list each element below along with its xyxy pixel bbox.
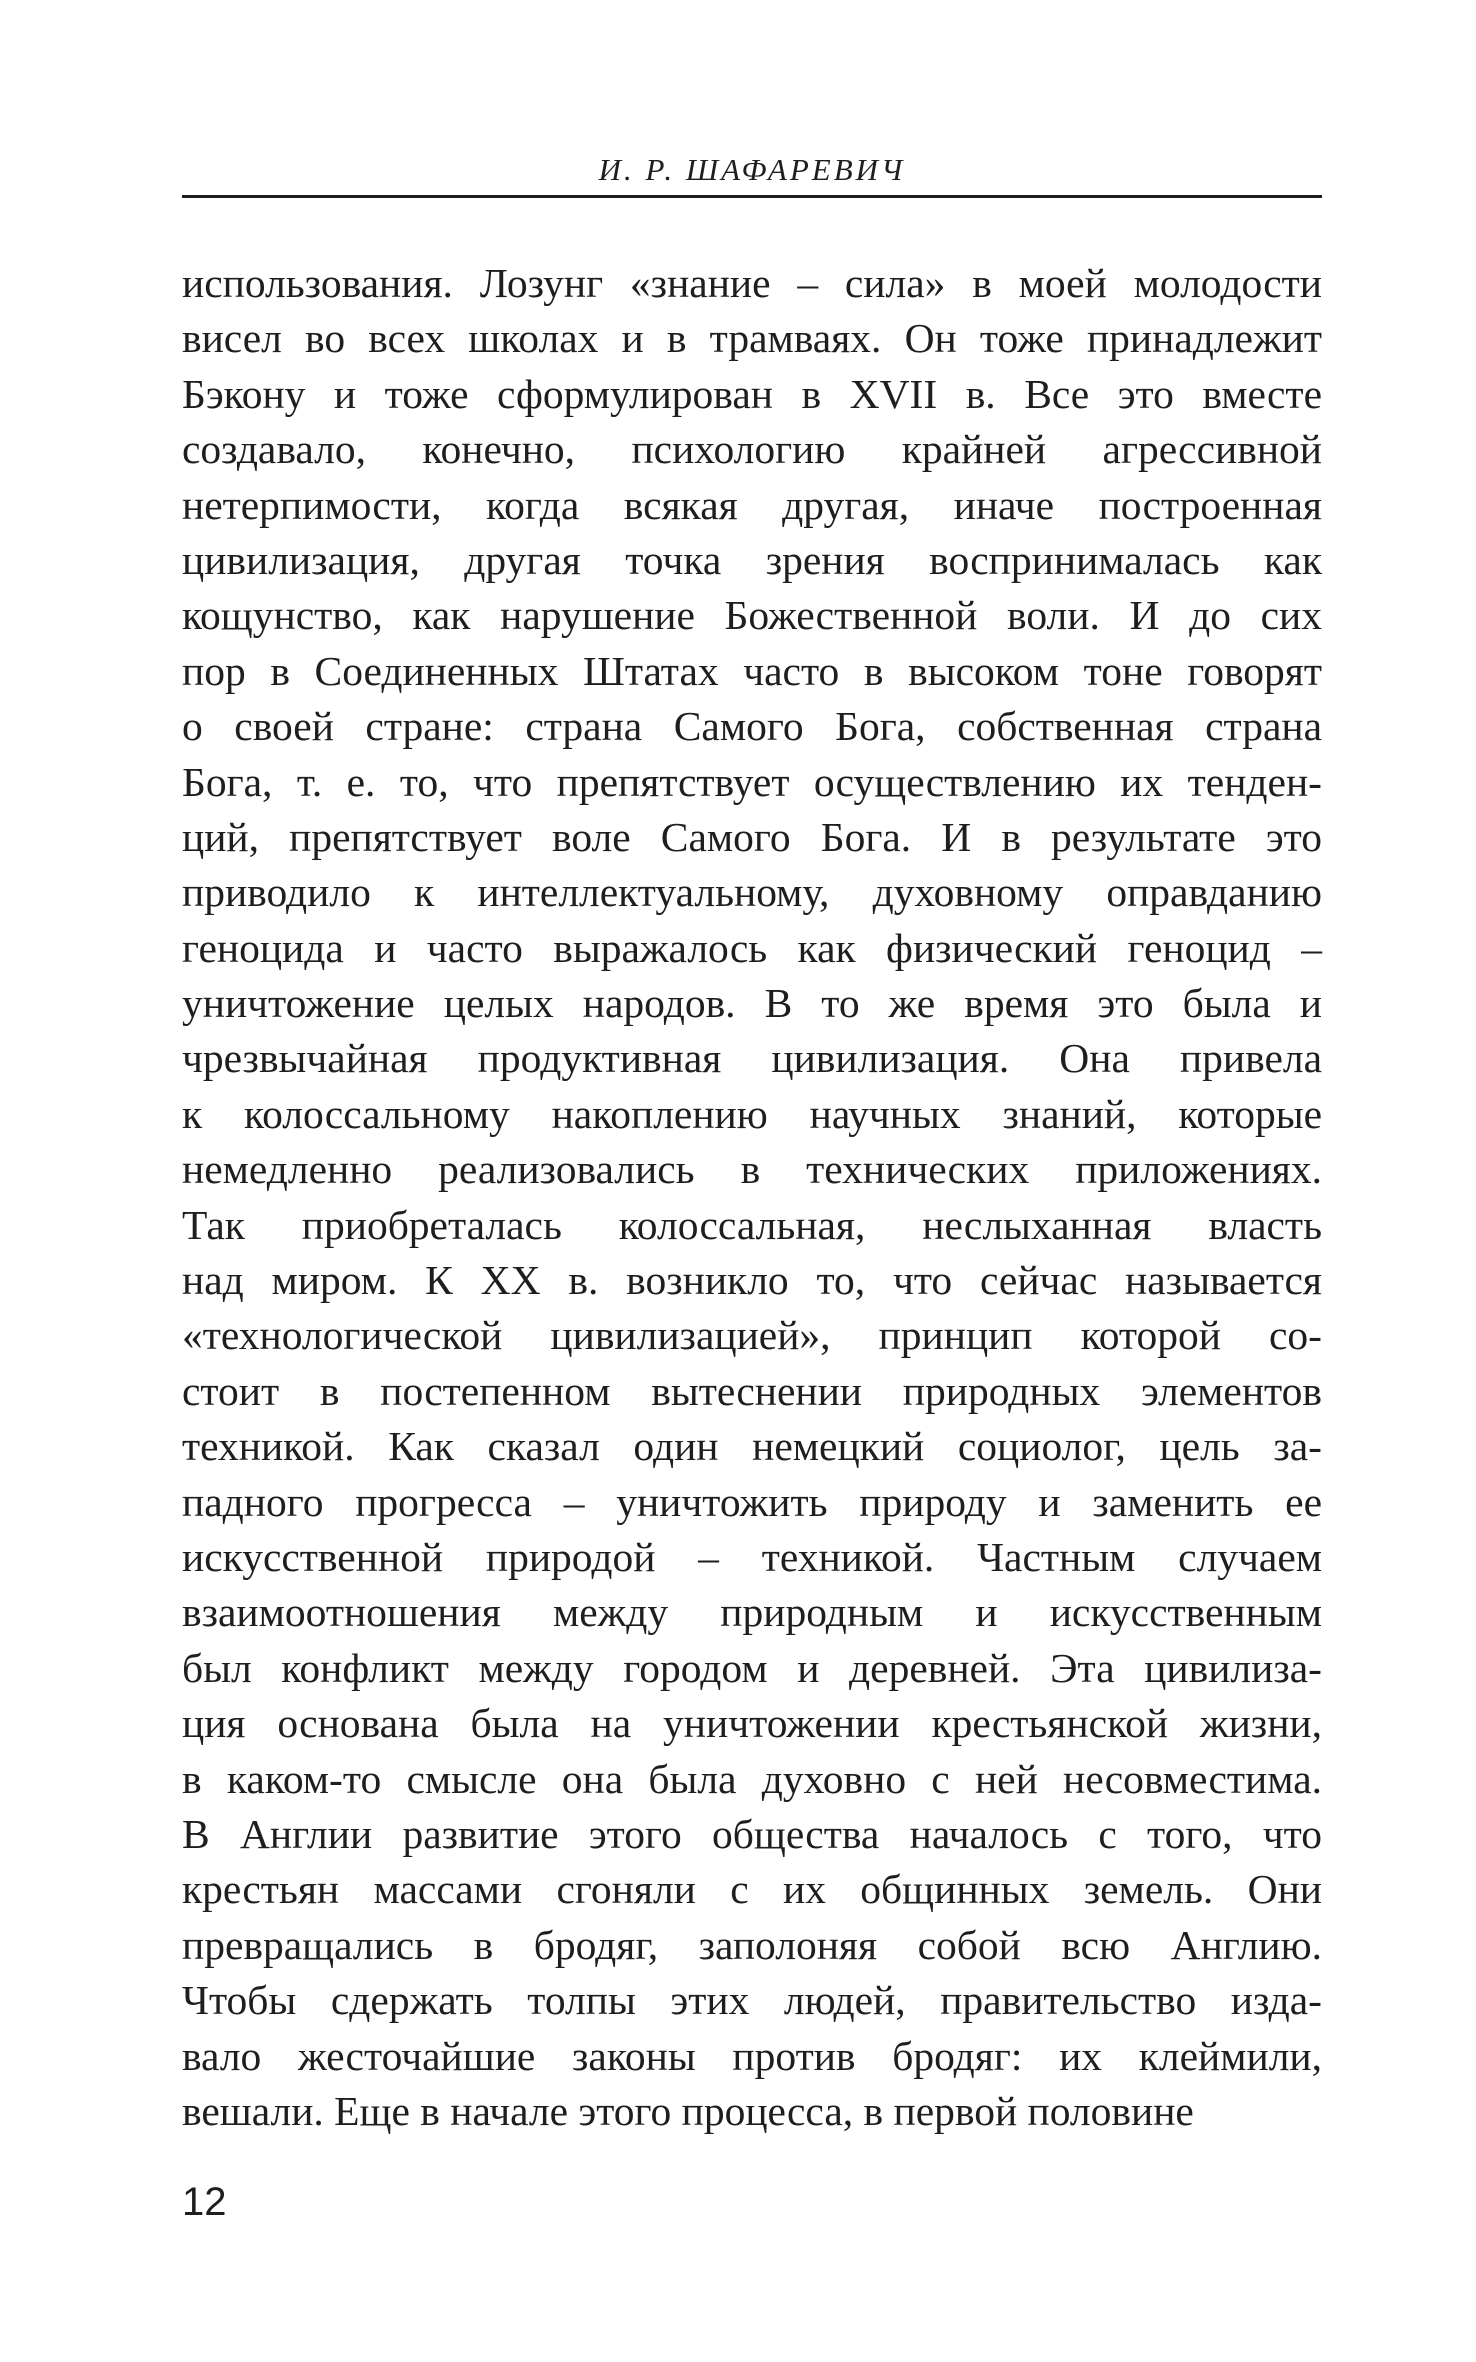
text-line: Так приобреталась колоссальная, неслыханная власть [182, 1201, 1322, 1248]
text-line: Чтобы сдержать толпы этих людей, правительство изда- [182, 1977, 1322, 2024]
text-line: ция основана была на уничтожении крестьянской жизни, [182, 1700, 1322, 1747]
text-line: «технологической цивилизацией», принцип которой со- [182, 1312, 1322, 1359]
running-header: И. Р. ШАФАРЕВИЧ [598, 152, 906, 187]
text-line: кощунство, как нарушение Божественной воли. И до сих [182, 592, 1322, 639]
text-line: нетерпимости, когда всякая другая, иначе построенная [182, 481, 1322, 528]
text-line: пор в Соединенных Штатах часто в высоком тоне говорят [182, 647, 1322, 694]
text-line: техникой. Как сказал один немецкий социолог, цель за- [182, 1423, 1322, 1470]
text-line: искусственной природой – техникой. Частным случаем [182, 1533, 1322, 1580]
text-line: был конфликт между городом и деревней. Эта цивилиза- [182, 1644, 1322, 1691]
text-line: над миром. К XX в. возникло то, что сейчас называется [182, 1257, 1322, 1304]
text-line: цивилизация, другая точка зрения воспринималась как [182, 536, 1322, 583]
text-line: вешали. Еще в начале этого процесса, в первой половине [182, 2087, 1194, 2134]
text-line: крестьян массами сгоняли с их общинных земель. Они [182, 1866, 1322, 1913]
text-line: создавало, конечно, психологию крайней агрессивной [182, 426, 1322, 473]
text-line: взаимоотношения между природным и искусственным [182, 1589, 1322, 1636]
page-number: 12 [182, 2180, 227, 2224]
body-text [182, 256, 1322, 2139]
header-rule [182, 195, 1322, 198]
text-line: В Англии развитие этого общества началось с того, что [182, 1810, 1322, 1857]
text-line: к колоссальному накоплению научных знаний, которые [182, 1090, 1322, 1137]
text-line: приводило к интеллектуальному, духовному оправданию [182, 869, 1322, 916]
text-line: в каком-то смысле она была духовно с ней несовместима. [182, 1755, 1322, 1802]
text-line: использования. Лозунг «знание – сила» в моей молодости [182, 260, 1322, 306]
text-line: Бога, т. е. то, что препятствует осуществлению их тенден- [182, 758, 1322, 805]
text-line: превращались в бродяг, заполоняя собой всю Англию. [182, 1921, 1322, 1968]
text-line: падного прогресса – уничтожить природу и заменить ее [182, 1478, 1322, 1525]
text-line: ций, препятствует воле Самого Бога. И в результате это [182, 813, 1322, 860]
text-line: уничтожение целых народов. В то же время это была и [182, 980, 1322, 1027]
text-line: висел во всех школах и в трамваях. Он тоже принадлежит [182, 315, 1322, 362]
text-line: геноцида и часто выражалось как физический геноцид – [182, 924, 1322, 971]
text-line: немедленно реализовались в технических приложениях. [182, 1146, 1322, 1193]
text-line: стоит в постепенном вытеснении природных элементов [182, 1367, 1322, 1414]
text-line: Бэкону и тоже сформулирован в XVII в. Все это вместе [182, 370, 1322, 417]
text-line: чрезвычайная продуктивная цивилизация. Она привела [182, 1035, 1322, 1082]
text-line: о своей стране: страна Самого Бога, собственная страна [182, 703, 1322, 750]
text-line: вало жесточайшие законы против бродяг: их клеймили, [182, 2032, 1322, 2079]
